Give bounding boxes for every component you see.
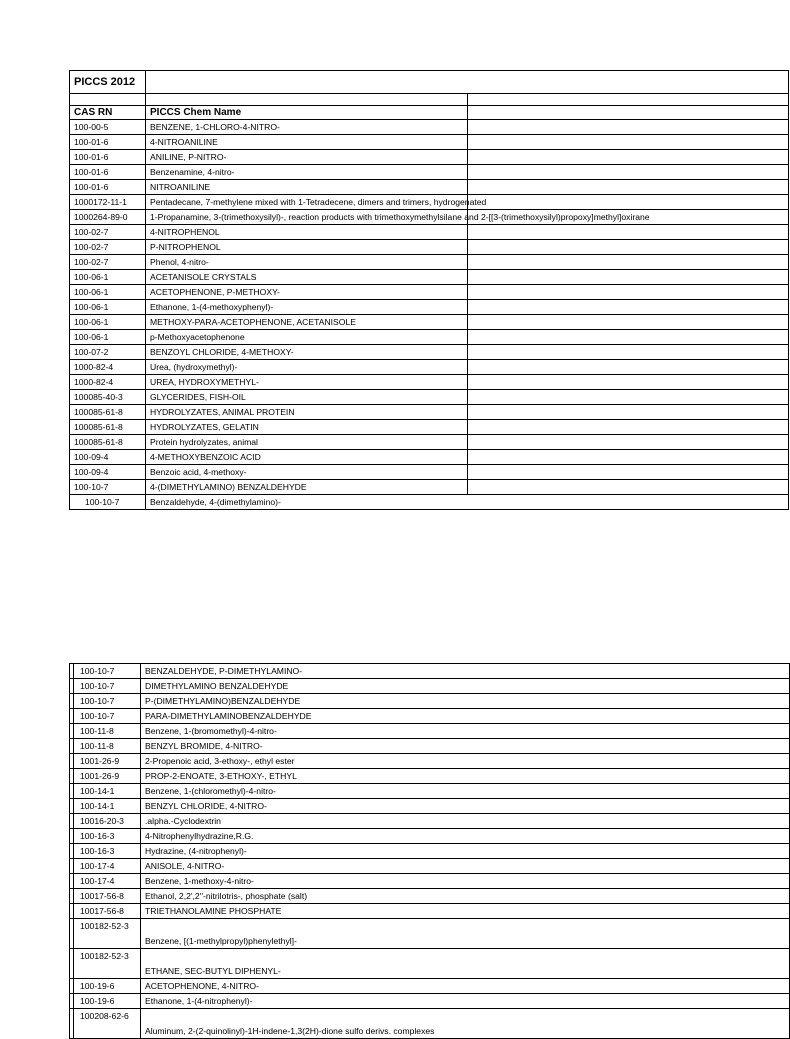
cas-cell: 100-10-7 — [70, 495, 146, 510]
table-row — [70, 300, 789, 315]
cas-cell: 100-10-7 — [74, 679, 141, 694]
blank-cell — [467, 330, 789, 345]
blank-cell — [467, 450, 789, 465]
chem-name-cell: 2-Propenoic acid, 3-ethoxy-, ethyl ester — [141, 754, 790, 769]
cas-cell: 100-09-4 — [70, 465, 146, 480]
chem-name-cell: Protein hydrolyzates, animal — [146, 435, 468, 450]
blank-cell — [467, 360, 789, 375]
table-row — [70, 150, 789, 165]
cas-cell: 100-10-7 — [74, 664, 141, 679]
table-row — [70, 120, 789, 135]
cas-cell: 100-10-7 — [74, 694, 141, 709]
chem-name-cell: Ethanol, 2,2',2''-nitrilotris-, phosphate (salt) — [141, 889, 790, 904]
cas-cell: 1000264-89-0 — [70, 210, 146, 225]
chem-name-cell: ETHANE, SEC-BUTYL DIPHENYL- — [141, 949, 790, 979]
table-row — [70, 180, 789, 195]
chem-name-cell: Ethanone, 1-(4-nitrophenyl)- — [141, 994, 790, 1009]
chem-name-cell: 4-NITROANILINE — [146, 135, 468, 150]
cas-cell: 100-10-7 — [74, 709, 141, 724]
blank-cell — [467, 375, 789, 390]
cas-cell: 100-01-6 — [70, 150, 146, 165]
chem-name-cell: BENZYL CHLORIDE, 4-NITRO- — [141, 799, 790, 814]
cas-cell: 10016-20-3 — [74, 814, 141, 829]
cas-cell: 100-01-6 — [70, 180, 146, 195]
cas-cell: 100-01-6 — [70, 135, 146, 150]
table-row — [70, 724, 790, 739]
chem-name-cell: TRIETHANOLAMINE PHOSPHATE — [141, 904, 790, 919]
blank-cell — [467, 106, 789, 120]
cas-cell: 100-02-7 — [70, 255, 146, 270]
table-row — [70, 739, 790, 754]
table-row — [70, 859, 790, 874]
blank-cell — [467, 195, 789, 210]
chem-name-cell: Aluminum, 2-(2-quinolinyl)-1H-indene-1,3(2H)-dione sulfo derivs. complexes — [141, 1009, 790, 1039]
chem-name-cell: DIMETHYLAMINO BENZALDEHYDE — [141, 679, 790, 694]
table-row — [70, 195, 789, 210]
blank-cell — [467, 390, 789, 405]
cas-cell: 100085-61-8 — [70, 420, 146, 435]
chem-name-cell: BENZYL BROMIDE, 4-NITRO- — [141, 739, 790, 754]
table-row — [70, 285, 789, 300]
cas-cell: 100085-61-8 — [70, 405, 146, 420]
table-row — [70, 874, 790, 889]
chem-name-cell: BENZOYL CHLORIDE, 4-METHOXY- — [146, 345, 468, 360]
chem-name-cell: 1-Propanamine, 3-(trimethoxysilyl)-, reaction products with trimethoxymethylsilane and 2-[[3-(trimethoxysilyl)propoxy]methyl]oxirane — [146, 210, 468, 225]
cas-cell: 100-14-1 — [74, 784, 141, 799]
cas-cell: 100085-40-3 — [70, 390, 146, 405]
cas-cell: 100-07-2 — [70, 345, 146, 360]
cas-cell: 100-10-7 — [70, 480, 146, 495]
chem-name-cell: 4-(DIMETHYLAMINO) BENZALDEHYDE — [146, 480, 468, 495]
cas-cell: 10017-56-8 — [74, 904, 141, 919]
piccs-table-page-top — [69, 70, 789, 510]
chem-name-cell: Hydrazine, (4-nitrophenyl)- — [141, 844, 790, 859]
cas-cell: 1000-82-4 — [70, 375, 146, 390]
table-row — [70, 240, 789, 255]
chem-name-cell: NITROANILINE — [146, 180, 468, 195]
table-row — [70, 694, 790, 709]
cas-cell: 100-06-1 — [70, 300, 146, 315]
blank-cell — [467, 240, 789, 255]
chem-name-cell: BENZENE, 1-CHLORO-4-NITRO- — [146, 120, 468, 135]
chem-name-cell: Benzene, 1-(bromomethyl)-4-nitro- — [141, 724, 790, 739]
chem-name-cell: p-Methoxyacetophenone — [146, 330, 468, 345]
chem-name-cell: ANISOLE, 4-NITRO- — [141, 859, 790, 874]
chem-name-cell: GLYCERIDES, FISH-OIL — [146, 390, 468, 405]
chem-name-cell: Benzene, 1-methoxy-4-nitro- — [141, 874, 790, 889]
table-row — [70, 360, 789, 375]
blank-cell — [467, 255, 789, 270]
table-body — [70, 664, 790, 1039]
table-row — [70, 844, 790, 859]
spacer-cell — [70, 94, 146, 106]
cas-cell: 100-19-6 — [74, 994, 141, 1009]
table-row — [70, 435, 789, 450]
table-row — [70, 919, 790, 949]
table-row — [70, 709, 790, 724]
blank-cell — [467, 420, 789, 435]
cas-cell: 100-14-1 — [74, 799, 141, 814]
table-row — [70, 979, 790, 994]
cas-cell: 1000-82-4 — [70, 360, 146, 375]
table-row — [70, 829, 790, 844]
blank-cell — [467, 315, 789, 330]
cas-cell: 100-11-8 — [74, 724, 141, 739]
chem-name-cell: Benzene, 1-(chloromethyl)-4-nitro- — [141, 784, 790, 799]
blank-cell — [467, 165, 789, 180]
table-row — [70, 270, 789, 285]
cas-cell: 100-17-4 — [74, 874, 141, 889]
cas-cell: 100-00-5 — [70, 120, 146, 135]
table-row — [70, 1009, 790, 1039]
blank-cell — [467, 345, 789, 360]
table-row — [70, 904, 790, 919]
piccs-table-page-bottom — [69, 663, 790, 1039]
spacer-cell — [467, 94, 789, 106]
column-header-chem-name: PICCS Chem Name — [146, 106, 468, 120]
cas-cell: 100182-52-3 — [74, 949, 141, 979]
chem-name-cell: Benzaldehyde, 4-(dimethylamino)- — [146, 495, 789, 510]
cas-cell: 100208-62-6 — [74, 1009, 141, 1039]
chem-name-cell: HYDROLYZATES, ANIMAL PROTEIN — [146, 405, 468, 420]
table-row — [70, 799, 790, 814]
title-blank-cell — [146, 71, 789, 94]
chem-name-cell: ACETOPHENONE, 4-NITRO- — [141, 979, 790, 994]
table-row — [70, 769, 790, 784]
table-row — [70, 480, 789, 495]
table-row — [70, 255, 789, 270]
table-row — [70, 949, 790, 979]
blank-cell — [467, 120, 789, 135]
table-title: PICCS 2012 — [70, 71, 146, 94]
chem-name-cell: Benzoic acid, 4-methoxy- — [146, 465, 468, 480]
chem-name-cell: BENZALDEHYDE, P-DIMETHYLAMINO- — [141, 664, 790, 679]
table-row — [70, 784, 790, 799]
blank-cell — [467, 435, 789, 450]
table-body — [70, 120, 789, 495]
blank-cell — [467, 225, 789, 240]
table-row — [70, 754, 790, 769]
table-row — [70, 315, 789, 330]
table-row — [70, 210, 789, 225]
table-row — [70, 375, 789, 390]
cas-cell: 100-02-7 — [70, 225, 146, 240]
chem-name-cell: ACETOPHENONE, P-METHOXY- — [146, 285, 468, 300]
table-row — [70, 165, 789, 180]
table-row — [70, 390, 789, 405]
chem-name-cell: 4-NITROPHENOL — [146, 225, 468, 240]
blank-cell — [467, 405, 789, 420]
chem-name-cell: Benzene, [(1-methylpropyl)phenylethyl]- — [141, 919, 790, 949]
cas-cell: 100-02-7 — [70, 240, 146, 255]
chem-name-cell: .alpha.-Cyclodextrin — [141, 814, 790, 829]
cas-cell: 100-06-1 — [70, 270, 146, 285]
cas-cell: 100-17-4 — [74, 859, 141, 874]
chem-name-cell: ACETANISOLE CRYSTALS — [146, 270, 468, 285]
chem-name-cell: PROP-2-ENOATE, 3-ETHOXY-, ETHYL — [141, 769, 790, 784]
table-row — [70, 420, 789, 435]
cas-cell: 1001-26-9 — [74, 769, 141, 784]
cas-cell: 100-19-6 — [74, 979, 141, 994]
cas-cell: 100-09-4 — [70, 450, 146, 465]
chem-name-cell: METHOXY-PARA-ACETOPHENONE, ACETANISOLE — [146, 315, 468, 330]
chem-name-cell: PARA-DIMETHYLAMINOBENZALDEHYDE — [141, 709, 790, 724]
blank-cell — [467, 270, 789, 285]
cas-cell: 100-06-1 — [70, 315, 146, 330]
cas-cell: 100-06-1 — [70, 330, 146, 345]
table-row — [70, 664, 790, 679]
cas-cell: 100182-52-3 — [74, 919, 141, 949]
table-row — [70, 814, 790, 829]
chem-name-cell: UREA, HYDROXYMETHYL- — [146, 375, 468, 390]
table-row — [70, 465, 789, 480]
table-row — [70, 135, 789, 150]
chem-name-cell: 4-METHOXYBENZOIC ACID — [146, 450, 468, 465]
cas-cell: 100-16-3 — [74, 829, 141, 844]
blank-cell — [467, 300, 789, 315]
cas-cell: 1000172-11-1 — [70, 195, 146, 210]
chem-name-cell: Pentadecane, 7-methylene mixed with 1-Tetradecene, dimers and trimers, hydrogenated — [146, 195, 468, 210]
table-row — [70, 450, 789, 465]
cas-cell: 10017-56-8 — [74, 889, 141, 904]
cas-cell: 100-16-3 — [74, 844, 141, 859]
chem-name-cell: Ethanone, 1-(4-methoxyphenyl)- — [146, 300, 468, 315]
blank-cell — [467, 135, 789, 150]
cas-cell: 100085-61-8 — [70, 435, 146, 450]
blank-cell — [467, 480, 789, 495]
blank-cell — [467, 150, 789, 165]
chem-name-cell: 4-Nitrophenylhydrazine,R.G. — [141, 829, 790, 844]
cas-cell: 100-01-6 — [70, 165, 146, 180]
cas-cell: 1001-26-9 — [74, 754, 141, 769]
column-header-cas-rn: CAS RN — [70, 106, 146, 120]
cas-cell: 100-11-8 — [74, 739, 141, 754]
table-row — [70, 345, 789, 360]
chem-name-cell: Urea, (hydroxymethyl)- — [146, 360, 468, 375]
spacer-cell — [146, 94, 468, 106]
blank-cell — [467, 285, 789, 300]
table-row — [70, 405, 789, 420]
blank-cell — [467, 465, 789, 480]
table-row — [70, 889, 790, 904]
chem-name-cell: P-NITROPHENOL — [146, 240, 468, 255]
chem-name-cell: Phenol, 4-nitro- — [146, 255, 468, 270]
table-row — [70, 994, 790, 1009]
table-row — [70, 679, 790, 694]
cas-cell: 100-06-1 — [70, 285, 146, 300]
chem-name-cell: P-(DIMETHYLAMINO)BENZALDEHYDE — [141, 694, 790, 709]
table-row — [70, 225, 789, 240]
chem-name-cell: ANILINE, P-NITRO- — [146, 150, 468, 165]
table-row — [70, 330, 789, 345]
chem-name-cell: Benzenamine, 4-nitro- — [146, 165, 468, 180]
chem-name-cell: HYDROLYZATES, GELATIN — [146, 420, 468, 435]
blank-cell — [467, 180, 789, 195]
